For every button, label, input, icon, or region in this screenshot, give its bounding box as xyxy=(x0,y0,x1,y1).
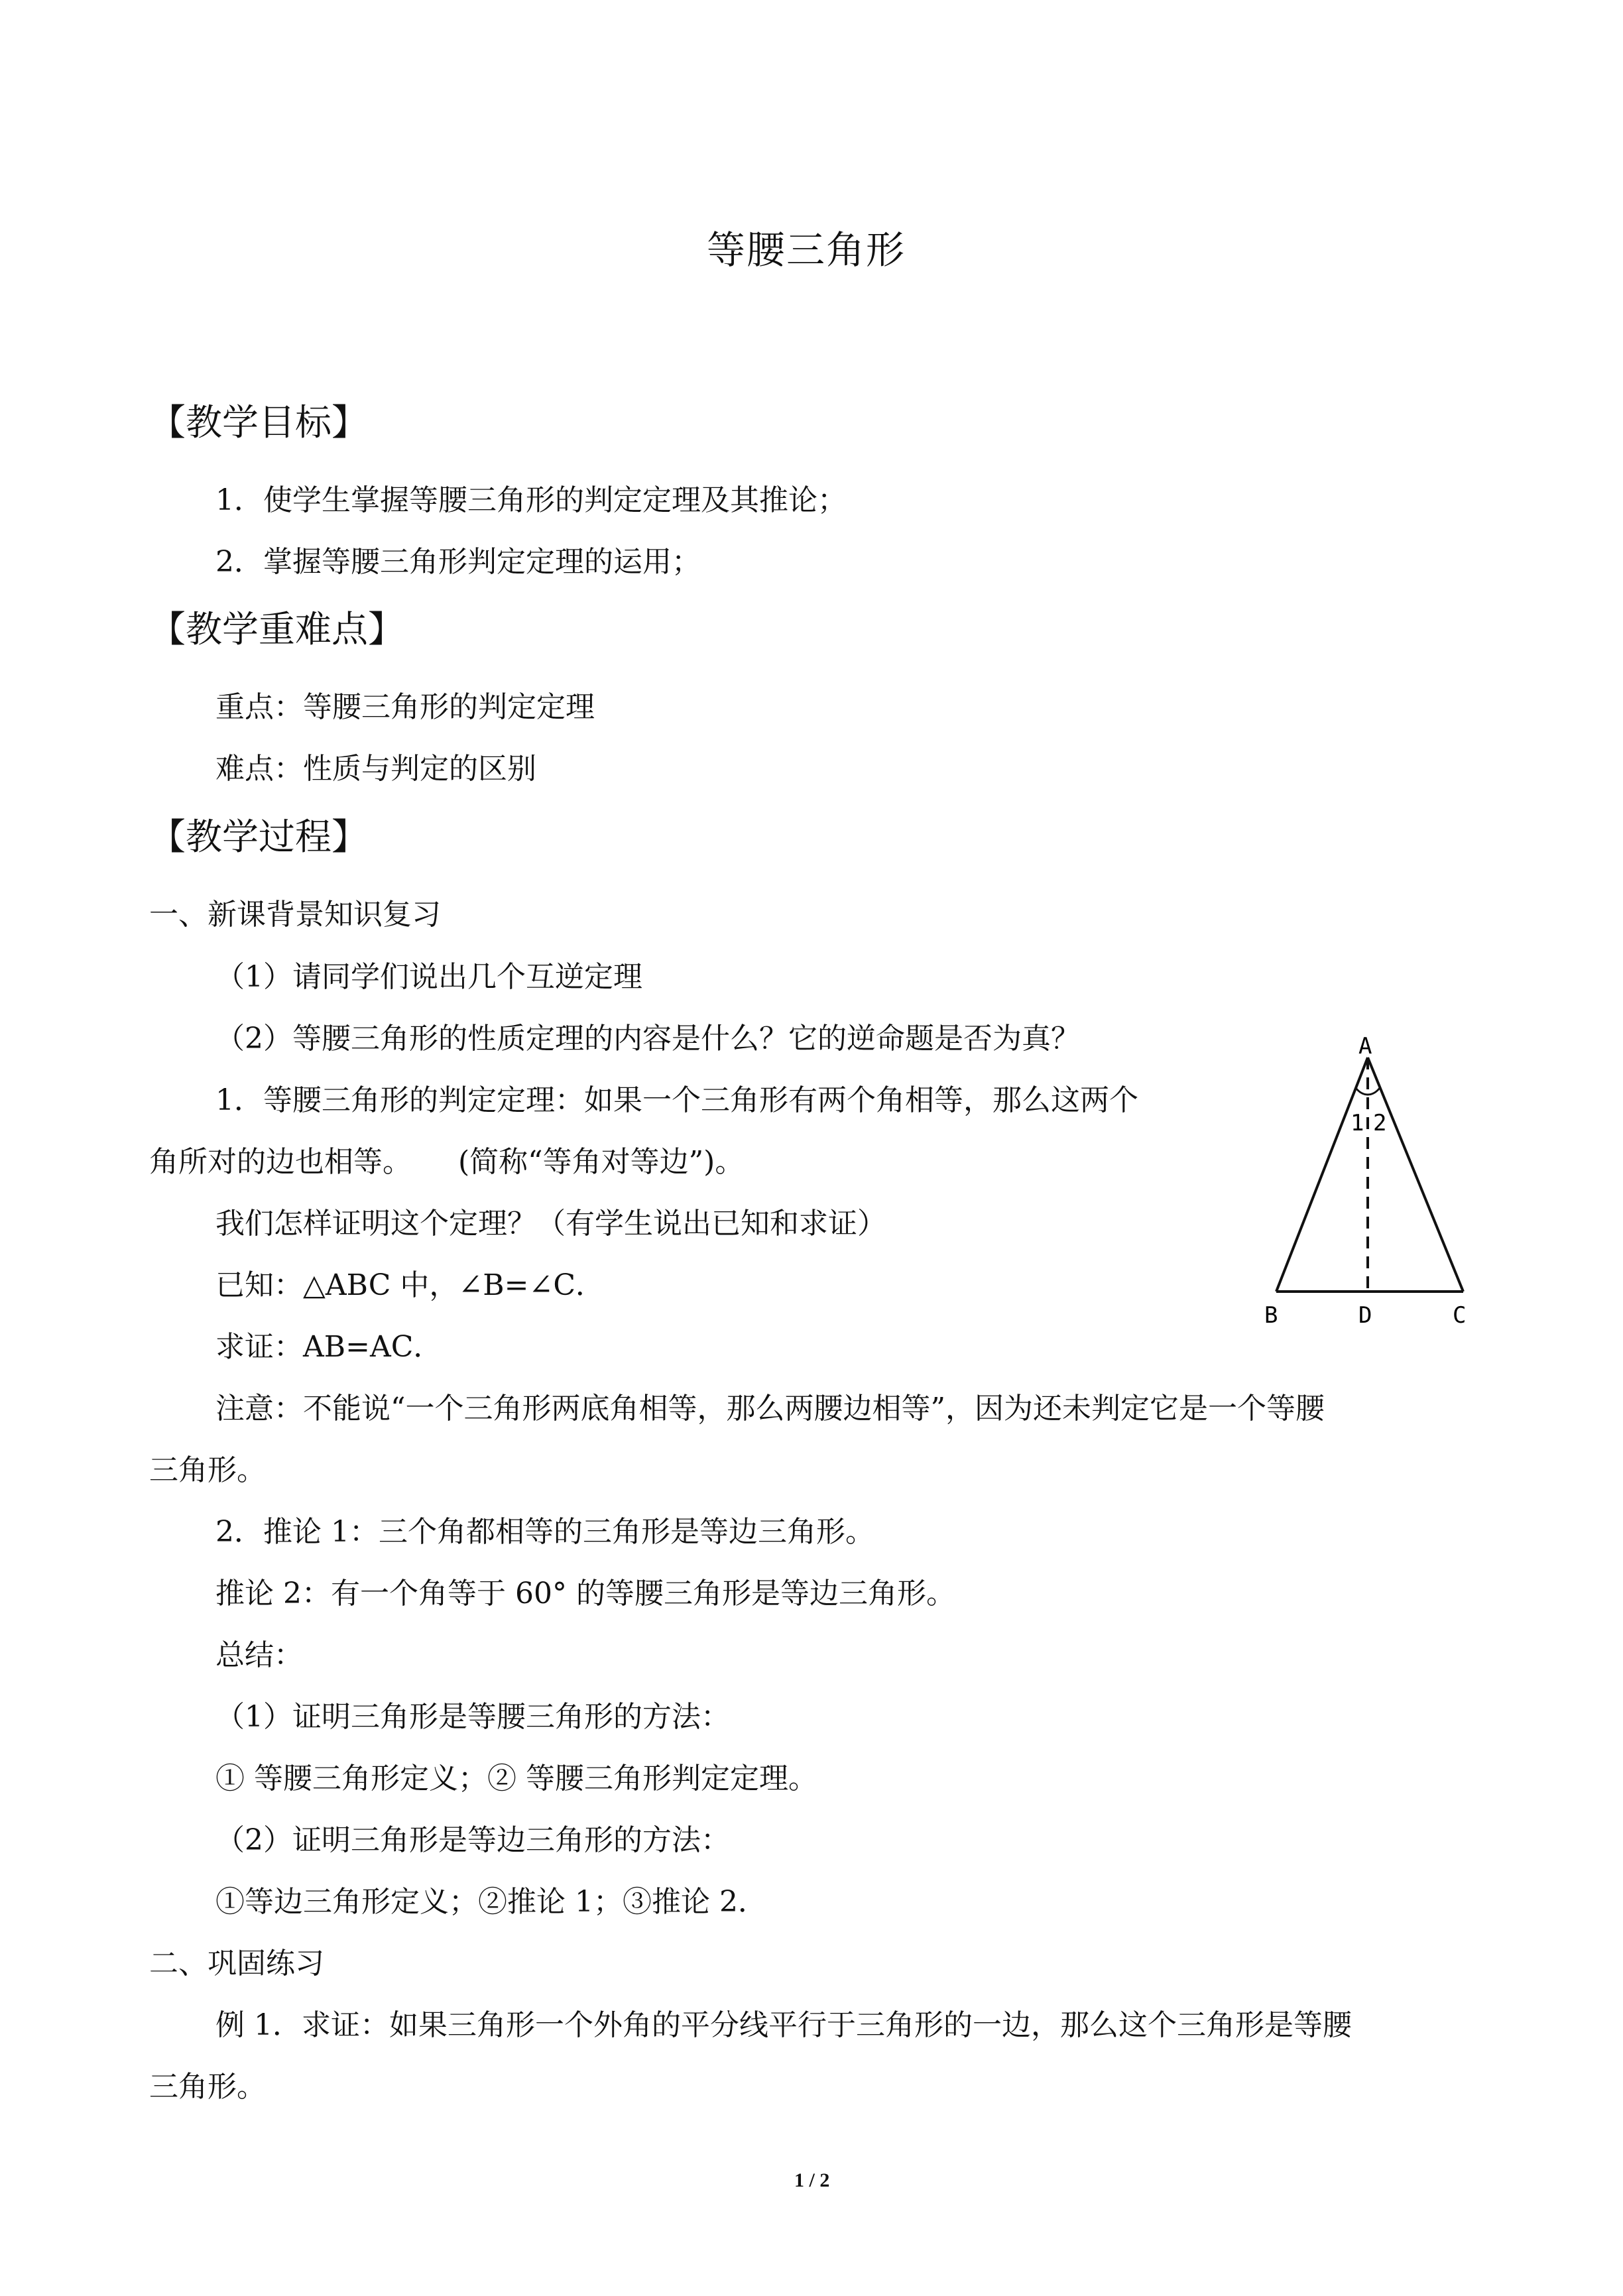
summary-item-1: （1）证明三角形是等腰三角形的方法： xyxy=(215,1700,730,1734)
vertex-label-d: D xyxy=(1358,1302,1372,1329)
example-1-line-1: 例 1．求证：如果三角形一个外角的平分线平行于三角形的一边，那么这个三角形是等腰 xyxy=(215,2008,1352,2042)
page-title: 等腰三角形 xyxy=(707,227,906,272)
example-1-line-2: 三角形。 xyxy=(149,2070,266,2104)
key-point: 重点：等腰三角形的判定定理 xyxy=(215,690,595,724)
part2-heading: 二、巩固练习 xyxy=(149,1947,324,1980)
section-heading-process: 【教学过程】 xyxy=(149,816,369,858)
corollary-2: 推论 2：有一个角等于 60° 的等腰三角形是等边三角形。 xyxy=(215,1577,955,1610)
angle-label-2: 2 xyxy=(1373,1110,1387,1136)
summary-label: 总结： xyxy=(215,1638,303,1672)
summary-item-2-methods: ①等边三角形定义；②推论 1；③推论 2． xyxy=(215,1885,767,1919)
note-line-1: 注意：不能说“一个三角形两底角相等，那么两腰边相等”，因为还未判定它是一个等腰 xyxy=(215,1392,1325,1425)
part1-heading: 一、新课背景知识复习 xyxy=(149,898,441,932)
review-question-2: （2）等腰三角形的性质定理的内容是什么？它的逆命题是否为真？ xyxy=(215,1022,1080,1056)
theorem-abbreviation: (简称“等角对等边”)。 xyxy=(458,1145,745,1179)
page-number: 1 / 2 xyxy=(794,2169,830,2191)
summary-item-2: （2）证明三角形是等边三角形的方法： xyxy=(215,1823,730,1857)
goal-item-1: 1．使学生掌握等腰三角形的判定定理及其推论； xyxy=(215,483,847,517)
review-question-1: （1）请同学们说出几个互逆定理 xyxy=(215,960,642,994)
goal-item-2: 2．掌握等腰三角形判定定理的运用； xyxy=(215,545,701,579)
triangle-side-ab xyxy=(1276,1057,1368,1292)
triangle-side-ac xyxy=(1368,1057,1463,1292)
difficult-point: 难点：性质与判定的区别 xyxy=(215,752,536,786)
angle-label-1: 1 xyxy=(1351,1110,1364,1136)
angle-arc-2 xyxy=(1368,1088,1380,1095)
vertex-label-c: C xyxy=(1453,1302,1467,1329)
given-statement: 已知：△ABC 中，∠B=∠C． xyxy=(215,1268,605,1302)
vertex-label-a: A xyxy=(1358,1033,1372,1059)
theorem-line-1: 1．等腰三角形的判定定理：如果一个三角形有两个角相等，那么这两个 xyxy=(215,1083,1138,1117)
corollary-1: 2．推论 1：三个角都相等的三角形是等边三角形。 xyxy=(215,1515,874,1549)
angle-arc-1 xyxy=(1356,1088,1368,1095)
isosceles-triangle-figure xyxy=(1256,1031,1482,1336)
section-heading-goals: 【教学目标】 xyxy=(149,401,369,444)
proof-question: 我们怎样证明这个定理？（有学生说出已知和求证） xyxy=(215,1207,886,1240)
theorem-line-2-text: 角所对的边也相等。 xyxy=(149,1145,412,1179)
theorem-line-2 xyxy=(149,1145,745,1179)
note-line-2: 三角形。 xyxy=(149,1453,266,1487)
summary-item-1-methods: ① 等腰三角形定义；② 等腰三角形判定定理。 xyxy=(215,1762,817,1795)
section-heading-key-points: 【教学重难点】 xyxy=(149,608,405,650)
vertex-label-b: B xyxy=(1264,1302,1278,1329)
prove-statement: 求证：AB=AC． xyxy=(215,1330,443,1364)
